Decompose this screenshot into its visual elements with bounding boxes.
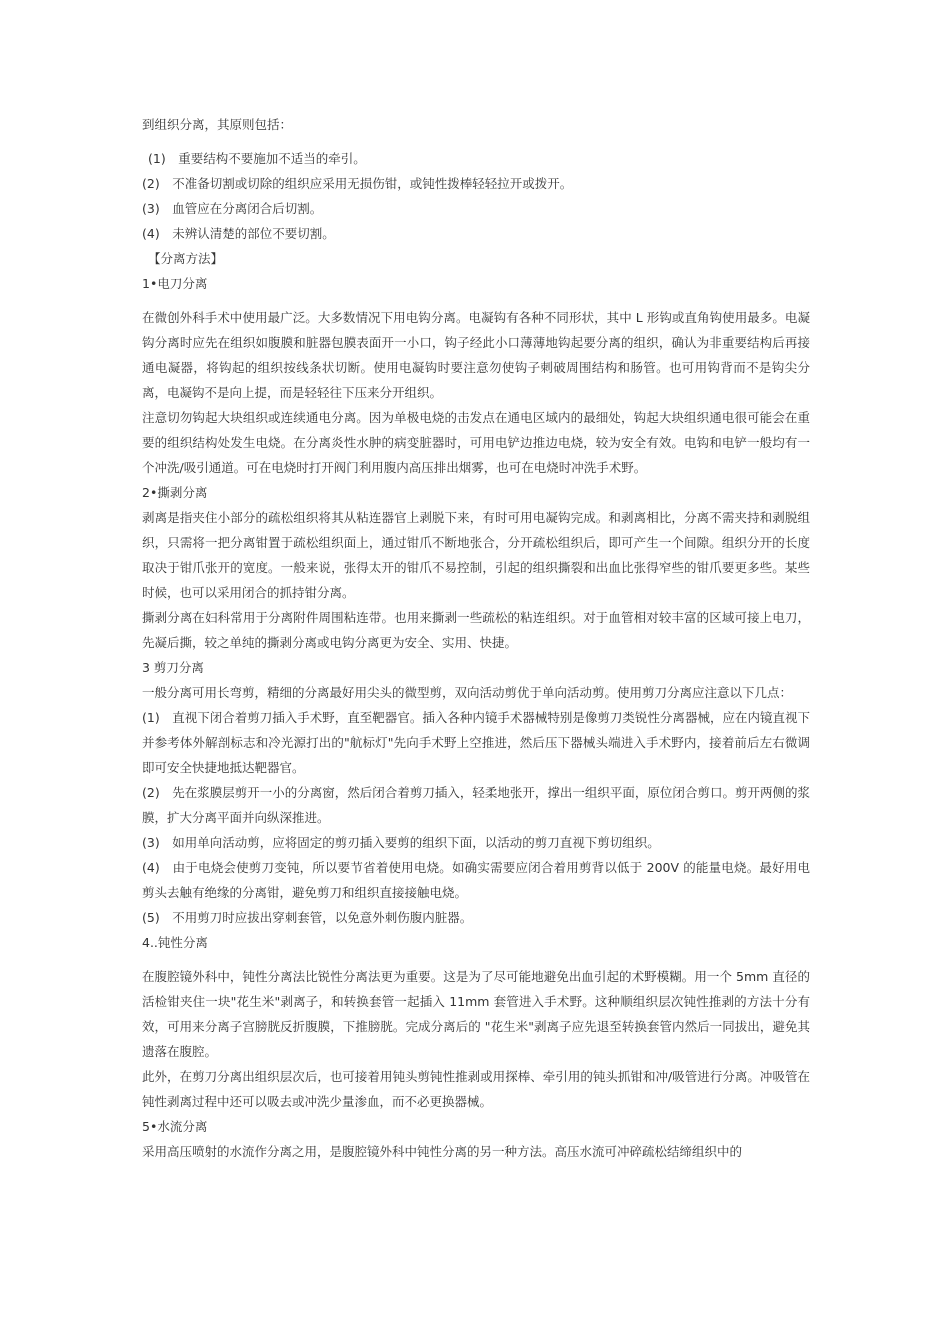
scissors-item: (4) 由于电烧会使剪刀变钝，所以要节省着使用电烧。如确实需要应闭合着用剪背以低于 200V 的能量电烧。最好用电剪头去触有绝缘的分离钳，避免剪刀和组织直接接触电烧。 (142, 860, 810, 900)
scissors-item: (3) 如用单向活动剪，应将固定的剪刃插入要剪的组织下面，以活动的剪刀直视下剪切组织。 (142, 835, 660, 850)
section-heading-water: 5•水流分离 (142, 1119, 208, 1134)
section-heading-scissors: 3 剪刀分离 (142, 660, 204, 675)
principle-item: (3) 血管应在分离闭合后切割。 (142, 201, 323, 216)
section-heading-electro: 1•电刀分离 (142, 276, 208, 291)
section-heading-tear: 2•撕剥分离 (142, 485, 208, 500)
section-paragraph: 在微创外科手术中使用最广泛。大多数情况下用电钩分离。电凝钩有各种不同形状，其中 L 形钩或直角钩使用最多。电凝钩分离时应先在组织如腹膜和脏器包膜表面开一小口，钩子经此小口薄薄地钩起要分离的组织，确认为非重要结构后再接通电凝器，将钩起的组织按线条状切断。使用电凝钩时要注意勿使钩子刺破周围结构和肠管。也可用钩背而不是钩尖分离，电凝钩不是向上提，而是轻轻往下压来分开组织。 (142, 310, 810, 400)
section-paragraph: 此外，在剪刀分离出组织层次后，也可接着用钝头剪钝性推剥或用探棒、牵引用的钝头抓钳和冲/吸管进行分离。冲吸管在钝性剥离过程中还可以吸去或冲洗少量渗血，而不必更换器械。 (142, 1069, 810, 1109)
intro-line: 到组织分离，其原则包括： (142, 117, 293, 132)
section-heading-blunt: 4..钝性分离 (142, 935, 208, 950)
section-paragraph: 注意切勿钩起大块组织或连续通电分离。因为单极电烧的击发点在通电区域内的最细处，钩起大块组织通电很可能会在重要的组织结构处发生电烧。在分离炎性水肿的病变脏器时，可用电铲边推边电烧，较为安全有效。电钩和电铲一般均有一个冲洗/吸引通道。可在电烧时打开阀门利用腹内高压排出烟雾，也可在电烧时冲洗手术野。 (142, 410, 810, 475)
principle-item: (2) 不准备切割或切除的组织应采用无损伤钳，或钝性拨棒轻轻拉开或拨开。 (142, 176, 573, 191)
methods-heading: 【分离方法】 (148, 251, 224, 266)
section-paragraph: 采用高压喷射的水流作分离之用，是腹腔镜外科中钝性分离的另一种方法。高压水流可冲碎疏松结缔组织中的 (142, 1144, 743, 1159)
scissors-item: (1) 直视下闭合着剪刀插入手术野，直至靶器官。插入各种内镜手术器械特别是像剪刀类锐性分离器械，应在内镜直视下并参考体外解剖标志和冷光源打出的"航标灯"先向手术野上空推进，然后压下器械头端进入手术野内，接着前后左右微调即可安全快捷地抵达靶器官。 (142, 710, 810, 775)
section-paragraph: 撕剥分离在妇科常用于分离附件周围粘连带。也用来撕剥一些疏松的粘连组织。对于血管相对较丰富的区域可接上电刀，先凝后撕，较之单纯的撕剥分离或电钩分离更为安全、实用、快捷。 (142, 610, 810, 650)
section-paragraph: 一般分离可用长弯剪，精细的分离最好用尖头的微型剪，双向活动剪优于单向活动剪。使用剪刀分离应注意以下几点： (142, 685, 793, 700)
principle-item: (1) 重要结构不要施加不适当的牵引。 (148, 151, 366, 166)
section-paragraph: 剥离是指夹住小部分的疏松组织将其从粘连器官上剥脱下来，有时可用电凝钩完成。和剥离相比，分离不需夹持和剥脱组织，只需将一把分离钳置于疏松组织面上，通过钳爪不断地张合，分开疏松组织后，即可产生一个间隙。组织分开的长度取决于钳爪张开的宽度。一般来说，张得太开的钳爪不易控制，引起的组织撕裂和出血比张得窄些的钳爪要更多些。某些时候，也可以采用闭合的抓持钳分离。 (142, 510, 810, 600)
document-page (142, 112, 810, 1164)
scissors-item: (5) 不用剪刀时应拔出穿刺套管，以免意外刺伤腹内脏器。 (142, 910, 473, 925)
scissors-item: (2) 先在浆膜层剪开一小的分离窗，然后闭合着剪刀插入，轻柔地张开，撑出一组织平面，原位闭合剪口。剪开两侧的浆膜，扩大分离平面并向纵深推进。 (142, 785, 810, 825)
principle-item: (4) 未辨认清楚的部位不要切割。 (142, 226, 335, 241)
section-paragraph: 在腹腔镜外科中，钝性分离法比锐性分离法更为重要。这是为了尽可能地避免出血引起的术野模糊。用一个 5mm 直径的活检钳夹住一块"花生米"剥离子，和转换套管一起插入 11mm 套管进入手术野。这种顺组织层次钝性推剥的方法十分有效，可用来分离子宫膀胱反折腹膜，下推膀胱。完成分离后的 "花生米"剥离子应先退至转换套管内然后一同拔出，避免其遗落在腹腔。 (142, 969, 810, 1059)
